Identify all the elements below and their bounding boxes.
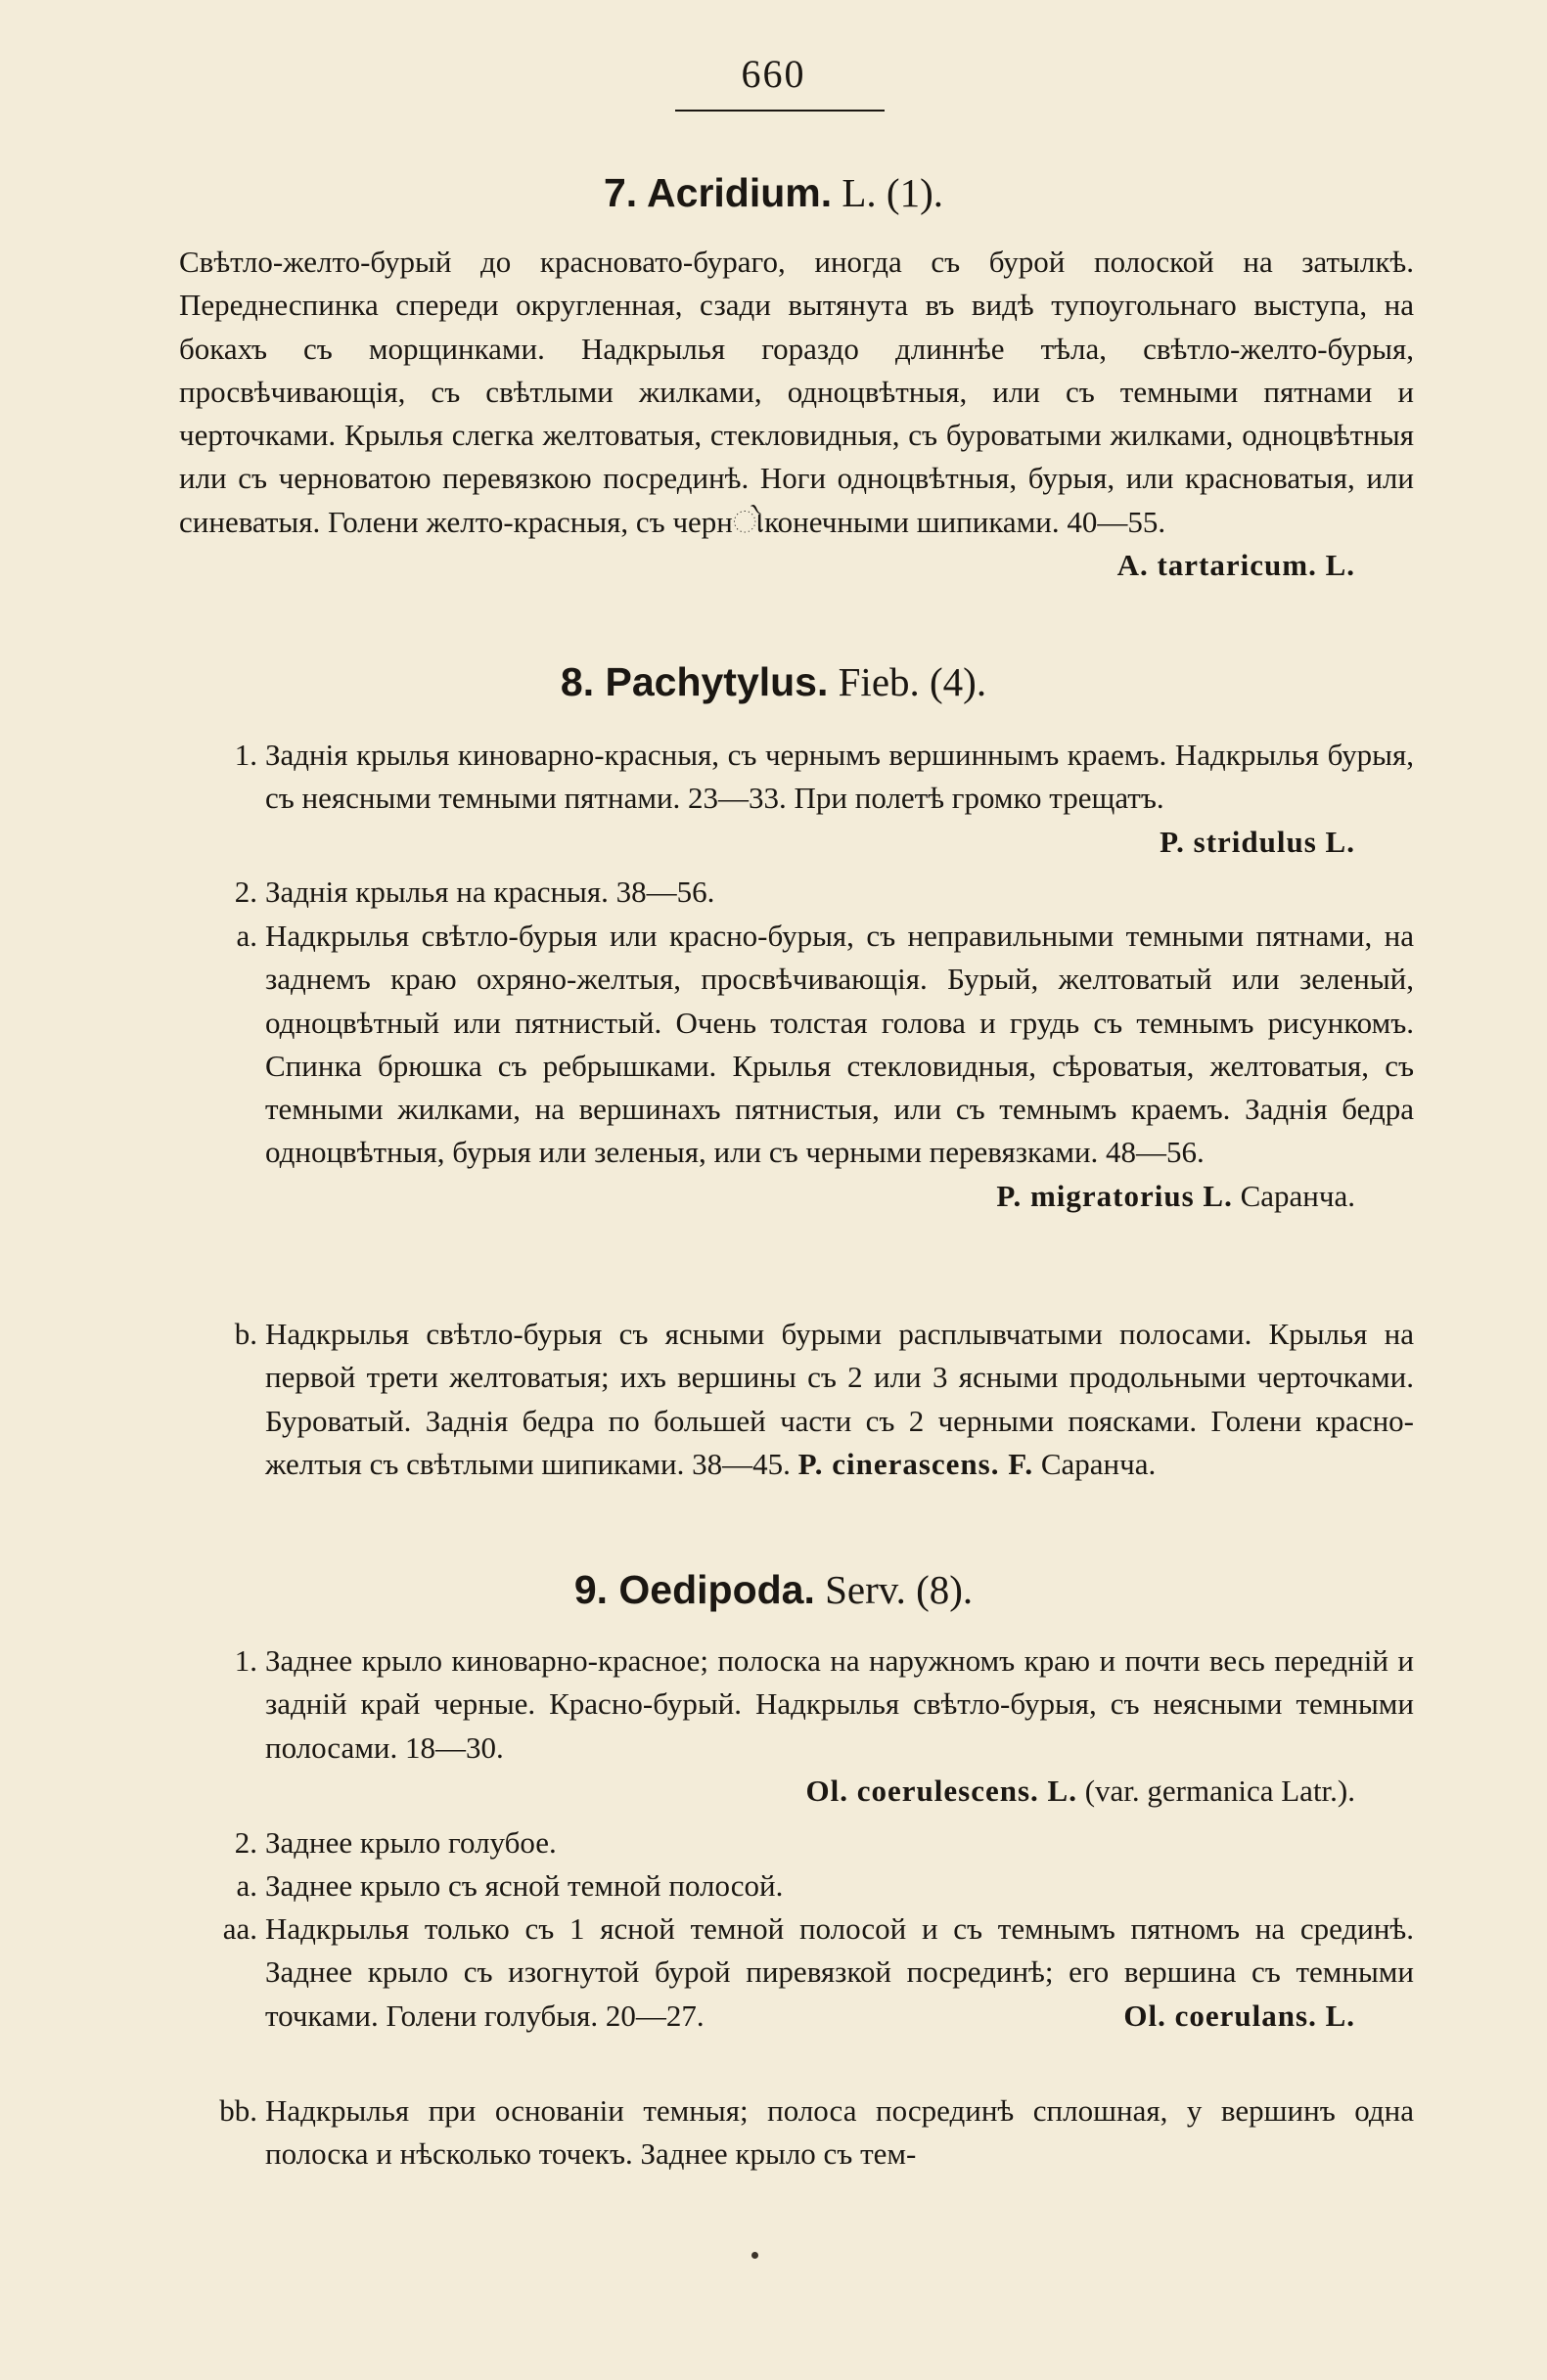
key-description: Надкрылья свѣтло-бурыя или красно-бурыя, съ неправильными темными пятнами, на заднемъ краю охряно-желтыя, просвѣчивающія. Бурый, желтоватый или зеленый, одноцвѣтный или пятнистый. Очень толстая голова и грудь съ темнымъ рисункомъ. Спинка брюшка съ ребрышками. Крылья стекловидныя, сѣроватыя, желтоватыя, съ темными жилками, на вершинахъ пятнистыя, или съ темнымъ краемъ. Заднія бедра одноцвѣтныя, бурыя или зеленыя, или съ черными перевязками. 48—56. [265,919,1414,1170]
key-item [179,1821,1414,1864]
common-name: Саранча. [1040,1446,1157,1481]
page-number: 660 [741,52,806,96]
key-label: 1. [234,738,257,772]
genus-heading-pachytylus [0,657,1547,706]
key-label: 2. [234,875,257,909]
genus-author: Serv. (8). [825,1567,974,1612]
variety-note: (var. germanica Latr.). [1084,1773,1355,1808]
key-label: a. [236,1868,257,1903]
key-description: Заднее крыло киноварно-красное; полоска на наружномъ краю и почти весь передній и задній край черные. Красно-бурый. Надкрылья свѣтло-бурыя, съ неясными темными полосами. 18—30. [265,1643,1414,1765]
key-text [265,1908,1414,2038]
key-label: 1. [234,1643,257,1678]
species-name: Ol. coerulescens. L. [805,1773,1077,1808]
key-description: Заднее крыло голубое. [265,1825,557,1860]
key-text [265,1639,1414,1813]
ink-dot [751,2252,758,2259]
species-name: P. migratorius L. [996,1178,1233,1213]
description-text: Свѣтло-желто-бурый до красновато-бураго, иногда съ бурой полоской на затылкѣ. Переднеспинка спереди округленная, сзади вытянута въ видѣ тупоугольнаго выступа, на бокахъ съ морщинками. Надкрылья гораздо длиннѣе тѣла, свѣтло-желто-бурыя, просвѣчивающія, съ свѣтлыми жилками, одноцвѣтныя, или съ темными пятнами и черточками. Крылья слегка желтоватыя, стекловидныя, съ буроватыми жилками, одноцвѣтныя или съ черноватою перевязкою посрединѣ. Ноги одноцвѣтныя, бурыя, или красноватыя, или синеватыя. Голени желто-красныя, съ чернોконечными шипиками. 40—55. [179,245,1414,539]
key-description: Заднія крылья киноварно-красныя, съ чернымъ вершиннымъ краемъ. Надкрылья бурыя, съ неясными темными пятнами. 23—33. При полетѣ громко трещатъ. [265,738,1414,816]
genus-author: Fieb. (4). [838,659,987,704]
species-name: P. cinerascens. F. [797,1446,1034,1481]
common-name: Саранча. [1240,1178,1355,1213]
key-item [179,2089,1414,2177]
key-text [265,1313,1414,1486]
key-description: Надкрылья свѣтло-бурыя съ ясными бурыми расплывчатыми полосами. Крылья на первой трети желтоватыя; ихъ вершины съ 2 или 3 ясными продольными черточками. Буроватый. Заднія бедра по большей части съ 2 черными поясками. Голени красно-желтыя съ свѣтлыми шипиками. 38—45. [265,1317,1414,1481]
key-label: bb. [219,2093,257,2128]
key-item [179,871,1414,914]
species-line [265,1770,1414,1813]
species-name: P. stridulus L. [1160,824,1355,859]
genus-name: 8. Pachytylus. [560,659,829,704]
key-description: Заднее крыло съ ясной темной полосой. [265,1868,784,1903]
key-text [265,734,1414,859]
genus-description [179,241,1414,587]
genus-name: 7. Acridium. [603,170,833,215]
genus-heading-acridium [0,168,1547,217]
genus-name: 9. Oedipoda. [573,1567,815,1612]
key-item [179,1313,1414,1486]
species-line [265,1175,1414,1218]
key-description: Заднія крылья на красныя. 38—56. [265,875,715,909]
genus-author: L. (1). [842,170,943,215]
header-rule [675,110,885,112]
key-item [179,734,1414,864]
species-name: Ol. coerulans. L. [1123,1998,1355,2033]
key-label: b. [234,1317,257,1351]
key-item [179,1864,1414,1908]
key-label: a. [236,919,257,953]
key-label: 2. [234,1825,257,1860]
key-item [179,1639,1414,1813]
key-item [179,915,1414,1218]
key-text [265,915,1414,1218]
key-item [179,1908,1414,2038]
genus-heading-oedipoda [0,1565,1547,1614]
key-description: Надкрылья только съ 1 ясной темной полосой и съ темнымъ пятномъ на срединѣ. Заднее крыло съ изогнутой бурой пиревязкой посрединѣ; его вершина съ темными точками. Голени голубыя. 20—27. [265,1911,1414,2033]
key-description: Надкрылья при основаніи темныя; полоса посрединѣ сплошная, у вершинъ одна полоска и нѣсколько точекъ. Заднее крыло съ тем- [265,2093,1414,2172]
species-name: A. tartaricum. L. [1116,548,1355,583]
key-label: aa. [222,1911,257,1946]
